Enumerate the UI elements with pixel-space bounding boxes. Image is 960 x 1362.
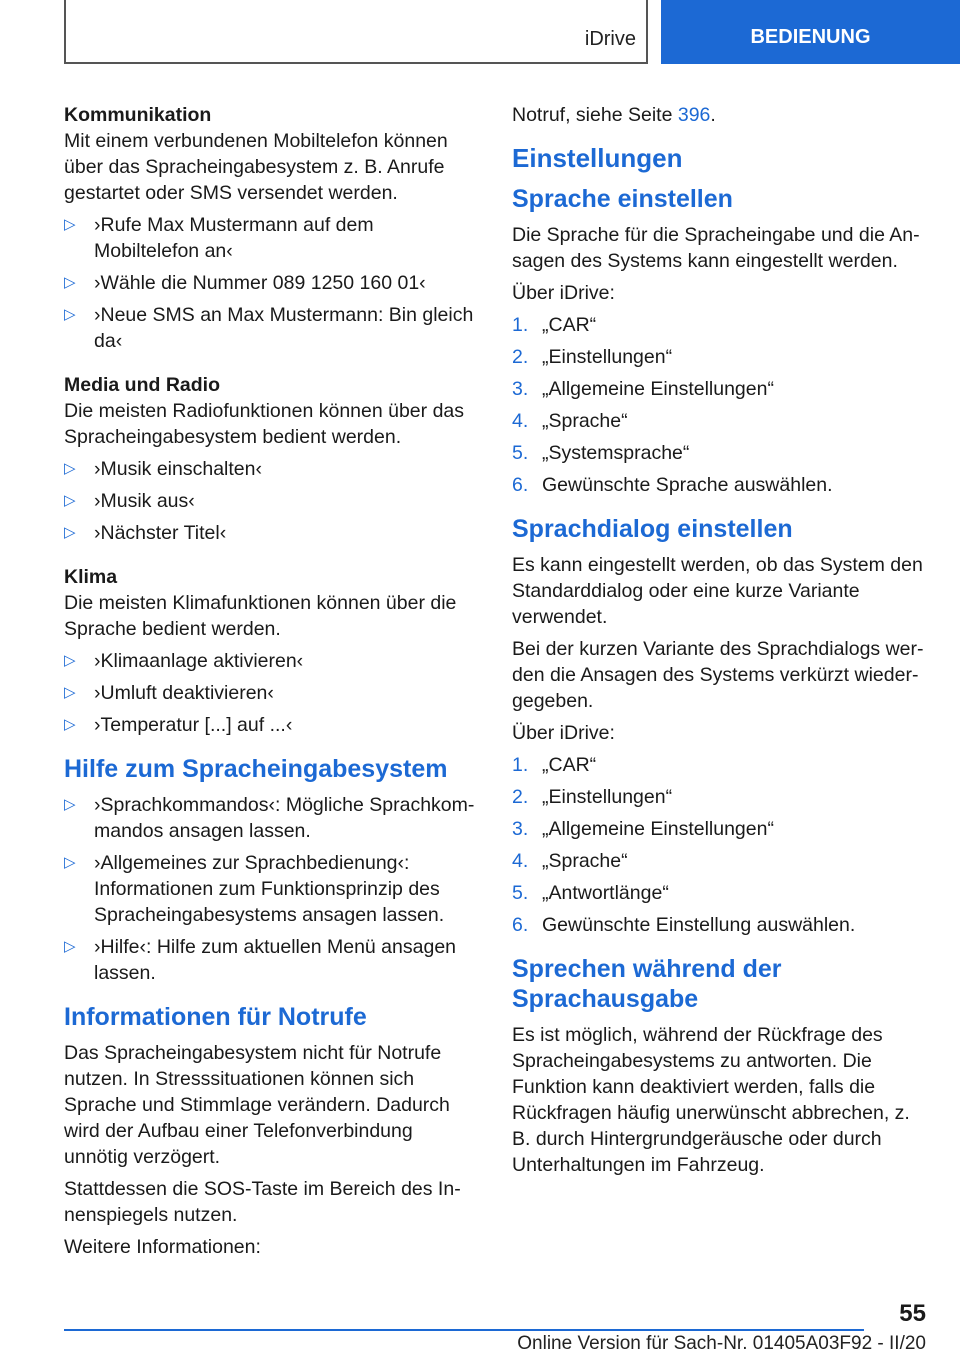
subheading-media: Media und Radio <box>64 374 220 396</box>
list-item: 6. Gewünschte Einstellung auswählen. <box>512 914 856 936</box>
triangle-right-icon: ▷ <box>64 938 76 955</box>
list-item: ▷ ›Temperatur [...] auf ...‹ <box>64 714 293 736</box>
triangle-right-icon: ▷ <box>64 524 76 541</box>
subheading-klima: Klima <box>64 566 118 588</box>
triangle-right-icon: ▷ <box>64 854 76 871</box>
paragraph: Bei der kurzen Variante des Sprachdialogs werden die Ansagen des Systems verkürzt wiedergegeben. <box>512 638 924 712</box>
command-list <box>64 648 478 738</box>
section-heading-notrufe: Informationen für Notrufe <box>64 1003 367 1031</box>
section-heading-dialog: Sprachdialog einstellen <box>512 515 793 543</box>
list-item: ▷ ›Sprachkommandos‹: Mögliche Sprachkommandos ansagen lassen. <box>64 794 475 842</box>
triangle-right-icon: ▷ <box>64 306 76 323</box>
paragraph: Weitere Informationen: <box>64 1236 261 1258</box>
cross-reference: Notruf, siehe Seite 396. <box>512 104 716 126</box>
list-item: 1. „CAR“ <box>512 754 597 776</box>
list-item: 3. „Allgemeine Einstellungen“ <box>512 818 774 840</box>
list-item: ▷ ›Allgemeines zur Sprachbedienung‹: Informationen zum Funktionsprinzip des Spracheingabesystems ansagen lassen. <box>64 852 445 926</box>
triangle-right-icon: ▷ <box>64 796 76 813</box>
paragraph: Das Spracheingabesystem nicht für Notrufe nutzen. In Stresssituationen können sich Sprache und Stimmlage verändern. Dadurch wird der Aufbau einer Telefonverbindung unnötig verzögert. <box>64 1042 450 1168</box>
footer-divider <box>64 1329 864 1331</box>
triangle-right-icon: ▷ <box>64 492 76 509</box>
list-item: 5. „Antwortlänge“ <box>512 882 669 904</box>
list-item: ▷ ›Wähle die Nummer 089 1250 160 01‹ <box>64 272 426 294</box>
list-item: ▷ ›Klimaanlage aktivieren‹ <box>64 650 304 672</box>
list-item: 2. „Einstellungen“ <box>512 346 673 368</box>
command-list <box>64 212 478 354</box>
section-heading-sprache: Sprache einstellen <box>512 185 733 213</box>
section-heading-sprechen: Sprechen während der Sprachausgabe <box>512 955 782 1013</box>
list-item: 6. Gewünschte Sprache auswählen. <box>512 474 833 496</box>
list-item: 2. „Einstellungen“ <box>512 786 673 808</box>
paragraph: Mit einem verbundenen Mobiltelefon können über das Spracheingabesystem z. B. Anrufe gestartet oder SMS versendet werden. <box>64 130 448 204</box>
list-item: ▷ ›Musik einschalten‹ <box>64 458 262 480</box>
list-item: 5. „Systemsprache“ <box>512 442 690 464</box>
list-item: 4. „Sprache“ <box>512 850 628 872</box>
list-item: 4. „Sprache“ <box>512 410 628 432</box>
chapter-heading-einstellungen: Einstellungen <box>512 143 683 173</box>
list-item: ▷ ›Umluft deaktivieren‹ <box>64 682 274 704</box>
step-list <box>512 752 926 938</box>
page-link[interactable]: 396 <box>677 104 711 126</box>
paragraph: Über iDrive: <box>512 722 615 744</box>
list-item: 3. „Allgemeine Einstellungen“ <box>512 378 774 400</box>
paragraph: Es kann eingestellt werden, ob das System den Standarddialog oder eine kurze Variante verwendet. <box>512 554 923 628</box>
paragraph: Die meisten Klimafunktionen können über die Sprache bedient werden. <box>64 592 457 640</box>
triangle-right-icon: ▷ <box>64 716 76 733</box>
list-item: ▷ ›Nächster Titel‹ <box>64 522 227 544</box>
paragraph: Stattdessen die SOS-Taste im Bereich des Innenspiegels nutzen. <box>64 1178 461 1226</box>
header-section: iDrive <box>584 28 636 50</box>
paragraph: Es ist möglich, während der Rückfrage des Spracheingabesystems zu antworten. Die Funktion kann deaktiviert werden, falls die Rückfragen häufig unerwünscht abbrechen, z. B. durch Hintergrundgeräusche oder durch Unterhaltungen im Fahrzeug. <box>512 1024 910 1176</box>
subheading-kommunikation: Kommunikation <box>64 104 212 126</box>
triangle-right-icon: ▷ <box>64 460 76 477</box>
paragraph: Die Sprache für die Spracheingabe und die Ansagen des Systems kann eingestellt werden. <box>512 224 920 272</box>
triangle-right-icon: ▷ <box>64 216 76 233</box>
triangle-right-icon: ▷ <box>64 652 76 669</box>
section-heading-hilfe: Hilfe zum Spracheingabesystem <box>64 755 448 783</box>
triangle-right-icon: ▷ <box>64 684 76 701</box>
command-list <box>64 456 478 546</box>
list-item: ▷ ›Hilfe‹: Hilfe zum aktuellen Menü ansagen lassen. <box>64 936 457 984</box>
list-item: ▷ ›Neue SMS an Max Mustermann: Bin gleich da‹ <box>64 304 474 352</box>
list-item: ▷ ›Musik aus‹ <box>64 490 195 512</box>
header-chapter-tab: BEDIENUNG <box>661 0 960 64</box>
footer-text: Online Version für Sach-Nr. 01405A03F92 - II/20 <box>517 1333 926 1354</box>
command-list <box>64 792 478 986</box>
step-list <box>512 312 926 498</box>
header-frame <box>64 0 648 64</box>
left-column <box>64 102 478 1266</box>
paragraph: Über iDrive: <box>512 282 615 304</box>
list-item: ▷ ›Rufe Max Mustermann auf dem Mobiltelefon an‹ <box>64 214 374 262</box>
page-number: 55 <box>899 1300 926 1327</box>
right-column <box>512 102 926 1184</box>
list-item: 1. „CAR“ <box>512 314 597 336</box>
paragraph: Die meisten Radiofunktionen können über das Spracheingabesystem bedient werden. <box>64 400 465 448</box>
triangle-right-icon: ▷ <box>64 274 76 291</box>
